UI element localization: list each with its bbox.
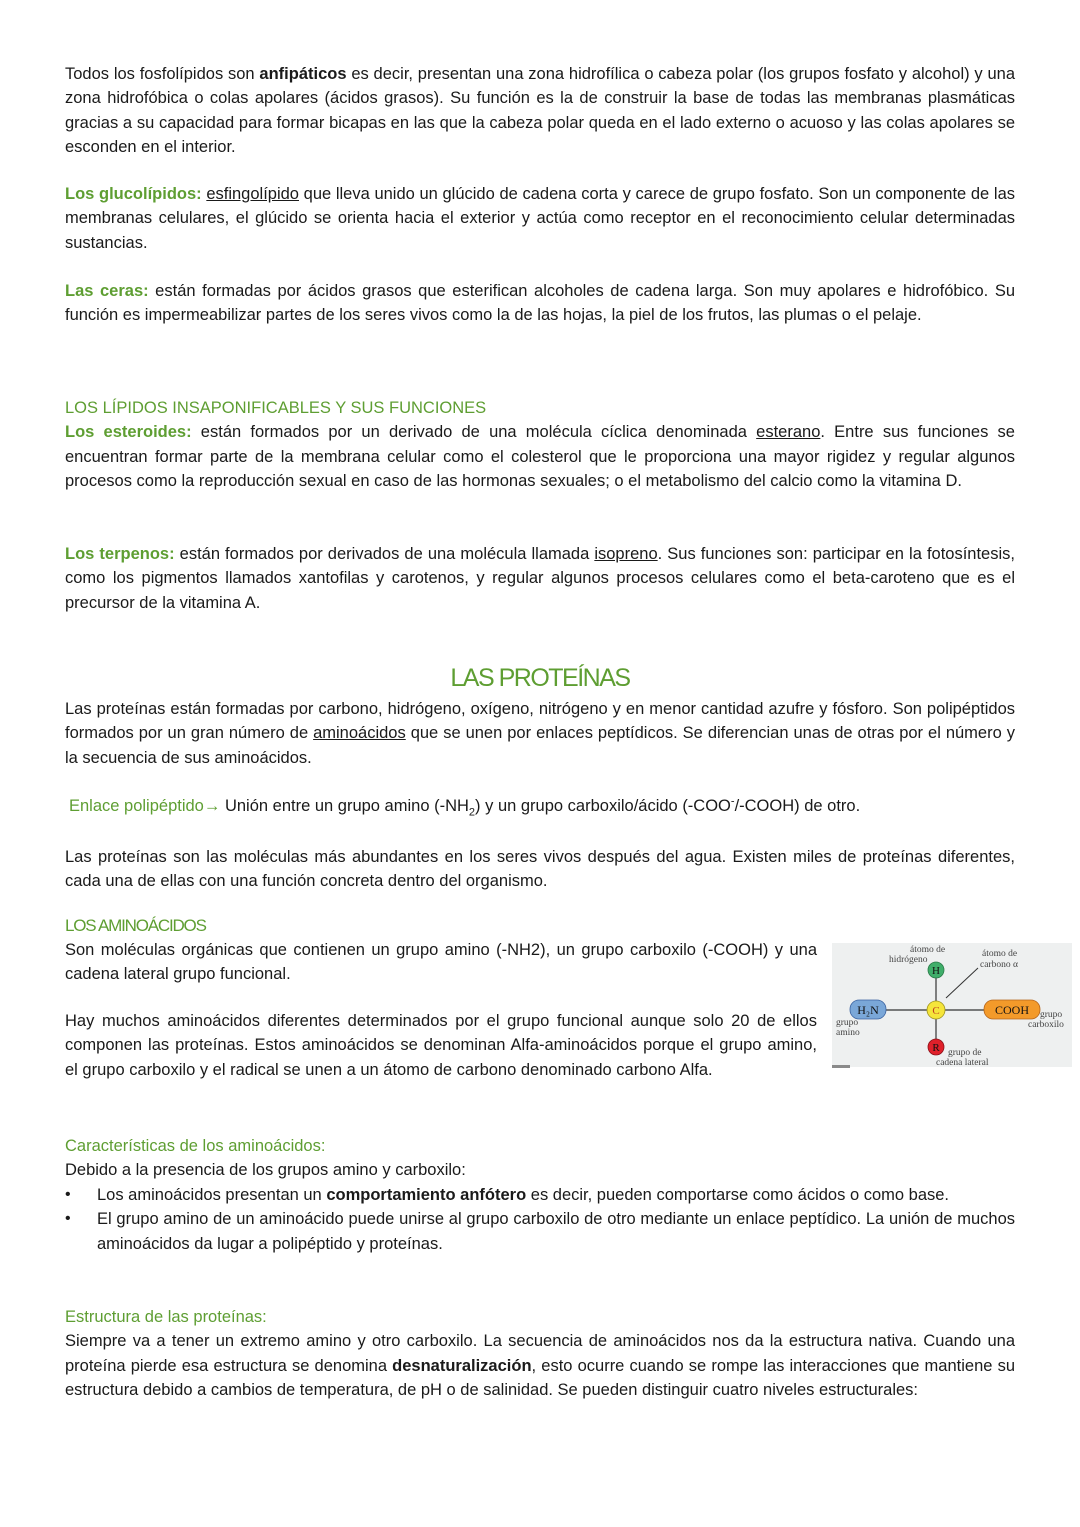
structure-title: Estructura de las proteínas: — [65, 1308, 267, 1326]
subscript: 2 — [468, 806, 476, 819]
proteins-title: LAS PROTEÍNAS — [450, 664, 630, 692]
waxes-section — [65, 279, 1015, 328]
carboxyl-group-symbol: COOH — [994, 1003, 1030, 1017]
underlined-term-aminoacidos: aminoácidos — [313, 724, 406, 743]
peptide-bond-line — [69, 794, 1019, 818]
text-run: es decir, pueden comportarse como ácidos o como base. — [526, 1185, 949, 1204]
amino-label-2: amino — [836, 1028, 860, 1038]
amino-acids-paragraph-2: Hay muchos aminoácidos diferentes determinados por el grupo funcional aunque solo 20 de ellos componen las proteínas. Estos aminoácidos se denominan Alfa-aminoácidos porque el grupo amino, el grupo carboxilo y el radical se unen a un átomo de carbono denominado carbono Alfa. — [65, 1011, 817, 1079]
list-item: • El grupo amino de un aminoácido puede unirse al grupo carboxilo de otro mediante un enlace peptídico. La unión de muchos aminoácidos da lugar a polipéptido y proteínas. — [97, 1207, 1015, 1256]
steroids-label: Los esteroides: — [65, 423, 192, 442]
characteristics-intro: Debido a la presencia de los grupos amino y carboxilo: — [65, 1161, 466, 1180]
peptide-bond-paragraph — [69, 794, 1019, 818]
text-run: Los aminoácidos presentan un — [97, 1185, 327, 1204]
carbon-symbol: C — [932, 1005, 940, 1017]
arrow-right-icon: → — [203, 797, 221, 815]
terpenes-label: Los terpenos: — [65, 545, 175, 563]
structure-paragraph — [65, 1329, 1015, 1402]
carboxyl-label-2: carboxilo — [1028, 1020, 1064, 1030]
phospholipids-section — [65, 62, 1015, 160]
text-run: que se unen por enlaces peptídicos. Se diferencian unas de otras por el número y la secuencia de sus aminoácidos. — [65, 724, 1015, 767]
text-run: es decir, presentan una zona hidrofílica o cabeza polar (los grupos fosfato y alcohol) y una zona hidrofóbica o colas apolares (ácidos grasos). Su función es la de construir la base de todas las membranas plasmáticas gracias a su capacidad para formar bicapas en las que la cabeza polar queda en el lado externo o acuoso y las colas apolares se esconden en el interior. — [65, 65, 1015, 157]
insaponifiable-section — [65, 396, 1015, 494]
characteristics-title: Características de los aminoácidos: — [65, 1137, 326, 1155]
phospholipids-paragraph — [65, 62, 1015, 160]
bold-term-anfipaticos: anfipáticos — [259, 65, 347, 83]
label-carbon-2: carbono α — [980, 960, 1018, 970]
amino-label-1: grupo — [836, 1018, 859, 1028]
carboxyl-label-1: grupo — [1040, 1010, 1063, 1020]
text-run: /-COOH) de otro. — [734, 797, 861, 815]
bold-term-anfotero: comportamiento anfótero — [326, 1185, 527, 1204]
label-carbon-1: átomo de — [982, 949, 1018, 959]
structure-section — [65, 1305, 1015, 1403]
characteristics-section — [65, 1134, 1015, 1256]
underlined-term-isopreno: isopreno — [594, 545, 658, 563]
text-run: Todos los fosfolípidos son — [65, 65, 260, 83]
text-run: Las proteínas están formadas por carbono, hidrógeno, oxígeno, nitrógeno y en menor cantidad azufre y fósforo. Son polipéptidos formados por un gran número de — [65, 700, 1015, 743]
text-run: . Sus funciones son: participar en la fotosíntesis, como los pigmentos llamados xantofilas y carotenos, y regular algunos procesos celulares como el beta-caroteno que es el precursor de la vitamina A. — [65, 545, 1015, 612]
proteins-abundance-section — [65, 845, 1015, 894]
glycolipids-paragraph — [65, 182, 1015, 255]
characteristics-list — [65, 1183, 1015, 1256]
insaponifiable-title: LOS LÍPIDOS INSAPONIFICABLES Y SUS FUNCIONES — [65, 399, 487, 417]
side-chain-label-1: grupo de — [948, 1048, 982, 1058]
proteins-intro-section — [65, 697, 1015, 770]
side-chain-symbol: R — [932, 1042, 940, 1054]
proteins-abundance-paragraph: Las proteínas son las moléculas más abundantes en los seres vivos después del agua. Existen miles de proteínas diferentes, cada una de ellas con una función concreta dentro del organismo. — [65, 848, 1015, 891]
amino-acids-title: LOS AMINOÁCIDOS — [65, 916, 206, 935]
waxes-paragraph — [65, 279, 1015, 328]
amino-group-symbol: H₂N — [857, 1003, 879, 1017]
list-item — [97, 1183, 1015, 1207]
superscript: - — [730, 795, 735, 808]
steroids-paragraph — [65, 420, 1015, 493]
underlined-term-esterano: esterano — [756, 423, 821, 442]
proteins-intro-paragraph — [65, 697, 1015, 770]
label-hydrogen-1: átomo de — [910, 945, 946, 955]
text-run: , esto ocurre cuando se rompe las interacciones que mantiene su estructura debido a cambios de temperatura, de pH o de salinidad. Se pueden distinguir cuatro niveles estructurales: — [65, 1356, 1016, 1400]
terpenes-section — [65, 542, 1015, 615]
text-run: que lleva unido un glúcido de cadena corta y carece de grupo fosfato. Son un componente de las membranas celulares, el glúcido se orienta hacia el exterior y actúa como receptor en el reconocimiento celular determinadas sustancias. — [65, 185, 1015, 252]
text-run: . Entre sus funciones se encuentran formar parte de la membrana celular como el colesterol que le proporciona una mayor rigidez y regular algunos procesos como la reproducción sexual en caso de las hormonas sexuales; o el metabolismo del calcio como la vitamina D. — [65, 423, 1015, 491]
amino-acids-paragraph-1: Son moléculas orgánicas que contienen un grupo amino (-NH2), un grupo carboxilo (-COOH) y una cadena lateral grupo funcional. — [65, 941, 817, 984]
glycolipids-section — [65, 182, 1015, 255]
text-run: ) y un grupo carboxilo/ácido (-COO — [475, 797, 731, 815]
text-run: están formados por derivados de una molécula llamada — [174, 545, 595, 563]
label-hydrogen-2: hidrógeno — [889, 955, 928, 965]
text-run: están formados por un derivado de una molécula cíclica denominada — [191, 423, 757, 442]
amino-acid-diagram — [832, 940, 1074, 1070]
text-run: Siempre va a tener un extremo amino y otro carboxilo. La secuencia de aminoácidos nos da la estructura nativa. Cuando una proteína pierde esa estructura se denomina — [65, 1332, 1015, 1375]
terpenes-paragraph — [65, 542, 1015, 615]
bold-term-desnaturalizacion: desnaturalización — [392, 1356, 532, 1375]
text-run: están formadas por ácidos grasos que esterifican alcoholes de cadena larga. Son muy apolares e hidrofóbico. Su función es impermeabilizar partes de los seres vivos como la de las hojas, la piel de los frutos, las plumas o el pelaje. — [65, 282, 1015, 325]
diagram-scale-mark — [832, 1065, 850, 1068]
hydrogen-symbol: H — [932, 965, 940, 977]
side-chain-label-2: cadena lateral — [936, 1058, 989, 1068]
text-run: Unión entre un grupo amino (-NH — [220, 797, 469, 815]
waxes-label: Las ceras: — [65, 282, 149, 300]
peptide-bond-label: Enlace polipéptido — [69, 797, 204, 815]
underlined-term-esfingolipido: esfingolípido — [206, 185, 299, 203]
glycolipids-label: Los glucolípidos: — [65, 185, 202, 203]
